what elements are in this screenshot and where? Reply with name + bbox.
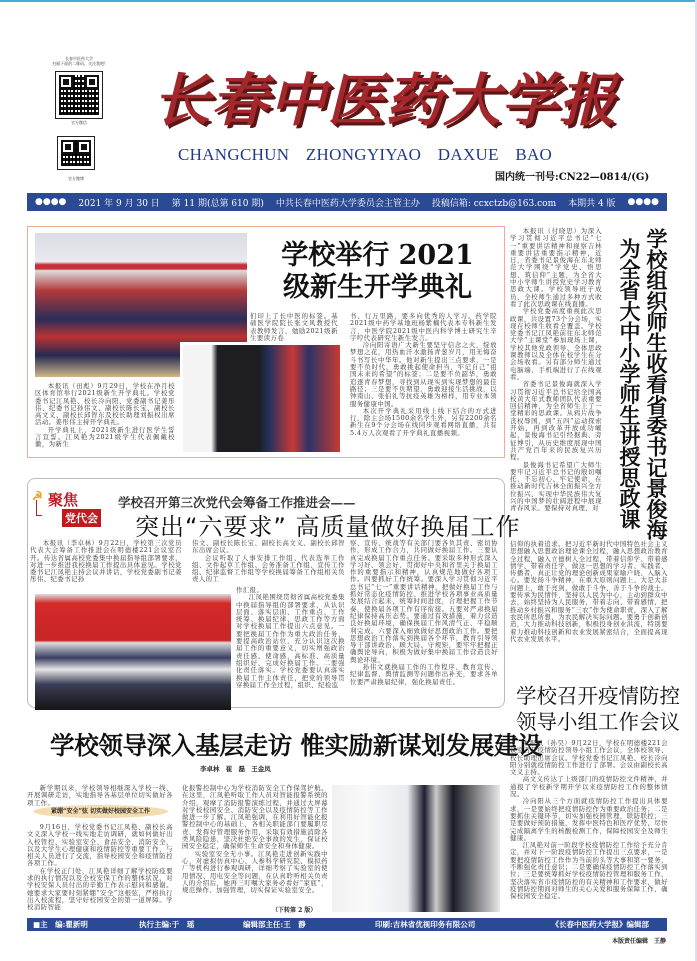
headline-epidemic-meeting: 学校召开疫情防控领导小组工作会议 bbox=[516, 684, 680, 734]
party-emblem-icon: ☭ bbox=[32, 489, 43, 503]
executive-editor: 执行主编:于 瑶 bbox=[139, 920, 195, 929]
editorial-office: 《长春中医药大学报》编辑部 bbox=[551, 920, 649, 929]
article-text-column bbox=[510, 228, 602, 540]
printer: 印刷:吉林省优视印务有限公司 bbox=[375, 920, 476, 929]
article-text-column bbox=[182, 785, 328, 905]
submission-email[interactable]: 投稿信箱: ccxctzb@163.com bbox=[431, 198, 557, 209]
party-congress-logo-text: 党代会 bbox=[62, 509, 101, 527]
footer-bar bbox=[27, 918, 667, 931]
wechat-qr-code[interactable] bbox=[56, 72, 102, 118]
photo-badge-ceremony bbox=[180, 342, 340, 452]
paragraph: 作汇报。 bbox=[236, 586, 264, 594]
page-editor: 本版责任编辑 王静 bbox=[612, 938, 667, 945]
paragraph: 本报讯（李卓林）9月22日，学校第三次党员代表大会筹备工作推进会在明德楼221会议室召开。传达省属高校党委集中换届指导组部署要求，对进一步推进我校换届工作提出具体意见。学校党委书记江凤艳主持会议并讲话，学校党委副书记姜彤伟、纪委书记孙 bbox=[30, 539, 182, 584]
paragraph: 本报讯（孙昊）9月22日，学校在明德楼221会议室召开疫情防控领导小组工作会议，全体校领导、校长助理出席会议。学校党委书记江凤艳、校长冷向阳分别就疫情防控工作进行了部署。会议由副校长高文义主持。 bbox=[510, 739, 668, 777]
sponsor: 中共长春中医药大学委员会主管主办 bbox=[275, 198, 420, 209]
article-text-column bbox=[510, 541, 668, 667]
chief-editor: ■主 编:瞿新明 bbox=[33, 920, 88, 929]
byline: 李卓林 崔 磊 王金凤 bbox=[200, 765, 271, 773]
paragraph: 化报警控制中心为学校消防安全工作保驾护航。在这里，江凤艳听取工作人员对智能报警系统的介绍，观摩了消防报警演练过程，并通过大屏幕对学校校园安全、消防安全以及疫情防控等工作做进一步了解。江凤艳强调，在利用好智能化报警控制中心的基础上，各相关职能部门要履职尽责，发挥好管理服务作用，采取有效措施消除各类风险隐患，坚决杜绝安全事故的发生，保证校园安全稳定，确保师生生命安全和身体健康。 bbox=[182, 784, 328, 851]
issue-info-bar bbox=[27, 193, 667, 211]
paragraph: 冷向阳寄语广大新生要坚守信念之火，绽放梦想之花，用热血汗水激扬青葱岁月，用无悔奋斗书写长中华年。他对新生提出三点要求，一是要不负时代，勇敢挑起使命担当，牢记自己“祖国未来的希望”的标签；二是要不负韶华，勇敢追逐青春梦想，寻找到从现实到实现梦想的最佳路径；三是要不负期望，勇敢迎接生活挑战，以钟南山、张伯礼等抗疫英雄为榜样，用专业本领服务健康中国。 bbox=[350, 341, 497, 408]
page-count: 本期共 4 版 bbox=[568, 198, 616, 209]
headline-ideology-class-line1: 学校组织师生收看省委书记景俊海 bbox=[644, 228, 669, 541]
paragraph: 实验室安全无小事。江凤艳走进创新实践中心，对虚拟仿真中心、人参科学研究院、模拟药厂等机构进行参观调研，详细考察了实验室的使用情况、用电安全等问题，在认真聆听相关负责人的介绍后，她再三叮嘱大家务必看好“家底”，规范操作、加强管理，切实保证实验室安全。 bbox=[182, 849, 328, 895]
paragraph: 9月16日，学校党委书记江凤艳、副校长高文义深入学校一线实地走访调研，就如何做好出入校管控、实验室安全、食品安全、消防安全，以及大学生心理健康和疫情防控等重要工作，与相关人员进行了交流，指导校园安全和疫情防控各项工作。 bbox=[27, 823, 173, 868]
paragraph: 省委书记景俊海就深入学习贯彻习近平总书记给全国高校黄大年式教师团队代表重要回信精神，为全省师生上了一堂精彩的思政课。从鸦片战争丧权辱国，到“五四”运动探索开始，再到改革开放成功崛起，景俊海书记引经据典、旁征博引，从历史维度展现中国共产党百年来的民族复兴历程。 bbox=[510, 380, 602, 462]
paragraph: 们印上了长中医的标签。基础医学院院长张文风教授代表教师发言，勉励2021级新生要读万卷 bbox=[250, 312, 338, 342]
paragraph: 本报讯（付晓思）为深入学习贯彻习近平总书记“七一”重要讲话精神和视察吉林重要讲话重要指示精神，近日，省委书记景俊海在东北师范大学围绕“学党史、悟思想、筑信仰”主题，为全省大中小学师生讲授党史学习教育思政大课。学校领导班子成员、全校师生通过多种方式收看了此次思政课在线直播。 bbox=[510, 227, 602, 308]
article-text-column bbox=[510, 740, 668, 910]
paragraph: 新学期以来，学校领导相继深入学校一线，开展调研走访，实地指导各基层单位切实做好各项工作。 bbox=[27, 784, 173, 807]
article-text-column bbox=[27, 784, 173, 807]
qr-caption: 长春中医药大学 扫描下面的二维码，关注我吧! bbox=[52, 56, 106, 66]
article-text-column bbox=[350, 313, 497, 453]
paragraph: 信仰的执着追求。把习近平新时代中国特色社会主义思想融入思想政治理论课全过程，融入思想政治教育全过程，融入立德树人全过程，带着信仰学、带着感情学、带着责任学，做这一思想的学习者、实践者、传播者，真正让党的理论创新成果家喻户晓、入脑入心。要发扬斗争精神，在重大原则问题上、大是大非问题上，敢于亮剑，做敢于斗争、善于斗争的战士。要传承为民情怀，坚持以人民为中心，主动到群众中去，始终坚持为人民服务，带着志向、带着感情，把推动乡村振兴和服务“三农”作为使命职责，深入了解农民所思所想，为农民解决实际问题。要勇于创新创造，大力推动科技创新，积极投身创业洪流，特别要着力推动科技创新和农业发展紧密结合，全面提高现代农业发展水平。 bbox=[510, 540, 668, 643]
top-border bbox=[0, 0, 697, 2]
paragraph: 会议听取了人事安排工作组、代表选举工作组、文件起草工作组、会务准备工作组、宣传工作组、纪律监督工作组等学校换届筹备工作组相关负责人的工 bbox=[192, 553, 345, 584]
subheading-campus-safety: 紧绷“安全”弦 切实做好校园安全工作 bbox=[33, 805, 168, 818]
subtitle-party-congress: 学校召开第三次党代会筹备工作推进会—— bbox=[118, 495, 356, 510]
paragraph: 冷向阳从三个方面就疫情防控工作提出具体要求，一是要始终把疫情防控作为重要政治任务；二是要抓住关键环节，切实加强校园管理，联防联控；三是要做好预防措施，发挥中医特色和医疗优势，尽快完成隔离学生的核酸检测工作，保障校园安全及师生健康。 bbox=[510, 797, 668, 842]
article-text-column bbox=[35, 383, 175, 456]
cn-serial-number: 国内统一刊号:CN22—0814/(G) bbox=[495, 172, 650, 183]
paragraph: 伟文、副校长陈长宝、副校长高文义、副校长邱智东出席会议。 bbox=[192, 539, 345, 555]
qr-weibo-label: 官方微博 bbox=[68, 176, 84, 181]
paragraph: 本次开学典礼采用线上线下结合的方式进行，除主会场1500余名学生外，另有2200余名新生在9个分会场在线同步观看网络直播，共有5.4万人次观看了开学典礼直播视频。 bbox=[350, 406, 497, 437]
paragraph: 开学典礼上，2021级新生进行医学生誓言宣誓。江凤艳为2021级学生代表佩戴校徽，为新生 bbox=[35, 425, 175, 449]
article-text-column bbox=[27, 824, 173, 914]
photo-meeting bbox=[35, 594, 231, 710]
issue-number: 第 11 期(总第 610 期) bbox=[171, 198, 264, 209]
newspaper-title: 长春中医药大学报 bbox=[153, 67, 617, 134]
weibo-qr-code[interactable] bbox=[58, 137, 94, 169]
paragraph: 在学校正门处，江凤艳详细了解学校防疫要求的执行情况以及全校安保工作的整体状况，对学校安保人员付出的辛勤工作表示慰问和感谢。她要求大家要时刻紧绷“安全”这根弦，严格执行出入校流程，坚守好校园安全的第一道屏障。学校消防智能 bbox=[27, 866, 173, 912]
article-text-column bbox=[30, 540, 182, 586]
paragraph: 学校党委高度重视此次思政课，共设置73个分会场，实现在校师生收看全覆盖。学校党委书记江凤艳前往东北师范大学“主课堂”参加现场上课，学校其他党政领导、全体思政课教师以及全体在校学生在分会场收看。另有部分师生通过电脑端、手机端进行了在线观看。 bbox=[510, 307, 602, 381]
headline-ideology-class-line2: 为全省大中小学师生讲授思政课 bbox=[617, 238, 642, 530]
continued-note: （下转第 2 版） bbox=[272, 907, 317, 914]
editorial-director: 编辑部主任:王 静 bbox=[243, 920, 306, 929]
paragraph: 高文义传达了上级部门的疫情防控文件精神，并通报了学校新学期开学以来疫情防控工作的整体情况。 bbox=[510, 775, 668, 799]
paragraph: 本报讯（田彪）9月29日，学校在净月校区体育馆举行2021级新生开学典礼。学校党委书记江凤艳、校长冷向阳、党委副书记姜彤伟、纪委书记孙伟文、副校长陈长宝、副校长高文义、副校长邱智东及校长助理刘振权出席活动。姜彤伟主持开学典礼。 bbox=[35, 382, 175, 427]
headline-opening-ceremony: 学校举行 2021 级新生开学典礼 bbox=[281, 240, 474, 303]
headline-leaders-visit: 学校领导深入基层走访 惟实励新谋划发展建设 bbox=[50, 731, 543, 760]
dots-right: ●●●● bbox=[627, 197, 659, 207]
paragraph: 江凤艳围绕贯彻省属高校党委集中换届指导组的部署要求，从认识层面、落实层面、工作重点、工作统筹、换届纪律、思政工作等方面对学校换届工作提出六点意见。一要把换届工作作为重大政治任务，要提高政治站位，充分认识这次换届工作的重要意义，切实增强政治责任感、使命感，高标准、高质量组织好、完成好换届工作。二要强化责任落实。学校党委要认真落实换届工作主体责任，把党的领导贯穿换届工作全过程，组织、纪检监 bbox=[236, 593, 345, 689]
paragraph: 江凤艳对前一阶段学校疫情防控工作给予充分肯定，并对下一阶段疫情防控工作提出三点要求，一是要把疫情防控工作作为当前的头等大事和第一要务，不断强化责任意识；二是要确保疫情防控工作落实到位；三是要统筹抓好学校疫情防控管理和服务工作，坚决落实省市疫情防控的有关精神和工作要求，做好疫情防控期间对师生的关心关爱和服务保障工作，确保校园安全稳定。 bbox=[510, 841, 668, 901]
dots-left: ●●●● bbox=[35, 197, 67, 207]
photo-laboratory-visit bbox=[332, 785, 500, 912]
paragraph: 察、宣传、统战等有关部门要各负其责、密切协作，形成工作合力，共同做好换届工作。三要认真完成换届工作重点任务。要采取多种形式深入学习好、领会好、贯彻好中央和省里关于换届工作的重要指示和精神，认真规范地做好各项工作。四要抓好工作统筹。要深入学习贯彻习近平总书记“七一”重要讲话精神，把做好换届工作与抓好常态化疫情防控、推进学校各项事业高质量发展结合起来，统筹时间进度，合理把握工作节奏，使换届各项工作有序衔接。五要对严肃换届纪律保持高压态势。要通过有效措施，着力营造良好换届环境，确保换届工作风清气正、平稳顺利完成。六要深入细致做好思想政治工作。要把思想政治工作落实到换届各个环节，教育引导领导干部讲政治、顾大局、守规矩，要牢牢把握正确舆论导向，积极为做好集中换届工作营造良好舆论环境。 bbox=[350, 539, 498, 664]
article-text-column bbox=[192, 540, 345, 586]
paragraph: 孙伟文就换届工作的工作程序、教育宣传、纪律监督、舆情监测等问题作出补充，要求各单位要严肃换届纪律，强化换届责任。 bbox=[350, 663, 498, 686]
article-text-column bbox=[250, 312, 338, 342]
article-text-column bbox=[350, 540, 498, 702]
newspaper-title-english: CHANGCHUN ZHONGYIYAO DAXUE BAO bbox=[178, 145, 553, 164]
focus-logo-text: 聚焦 bbox=[48, 491, 79, 509]
paragraph: 书、行万里路，要多向优秀的人学习。药学院2021级中药学基地班杨紫楠代表本专科新生发言，中医学院2021级中医内科学博士研究生辛宇哼代表研究生新生发言。 bbox=[350, 312, 497, 342]
issue-date: 2021 年 9 月 30 日 bbox=[78, 198, 160, 209]
headline-party-congress: 突出“六要求” 高质量做好换届工作 bbox=[135, 513, 521, 541]
article-text-column bbox=[236, 587, 345, 702]
qr-wechat-label: 官方微信 bbox=[71, 120, 87, 125]
paragraph: 景俊海书记希望广大师生要牢记习近平总书记的殷切嘱托，不忘初心、牢记使命，在推动新时代吉林全面振兴全方位振兴、实现中华民族伟大复兴的中国梦的壮阔进程中展现青春风采。要保持对真理、对 bbox=[510, 460, 602, 513]
